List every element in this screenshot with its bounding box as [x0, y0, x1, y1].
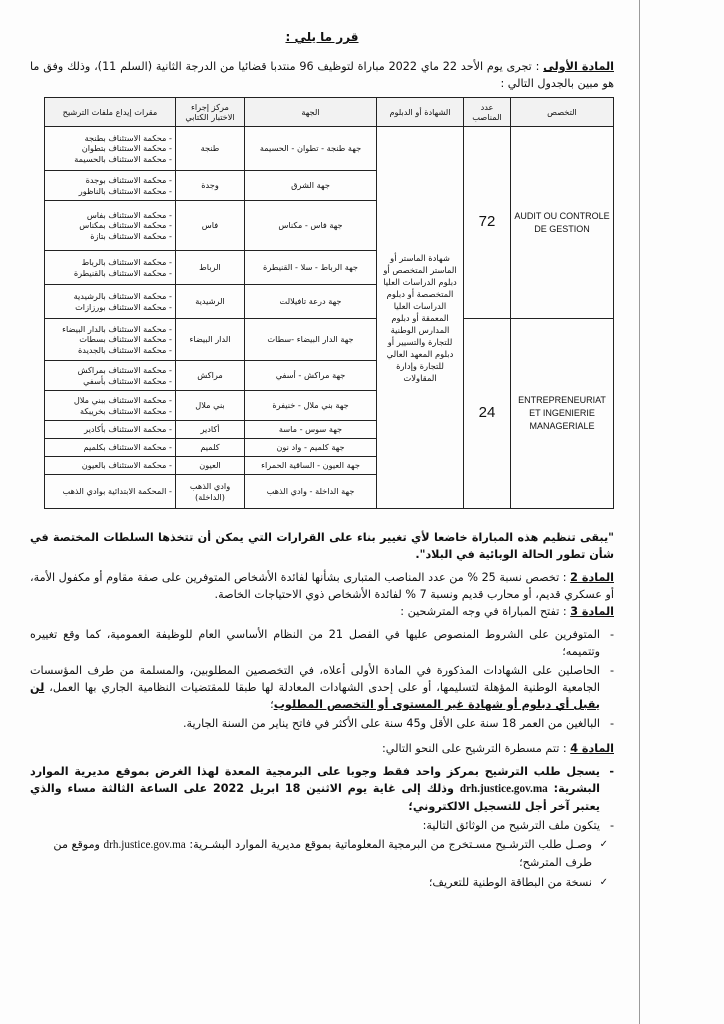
article-1-text: : تجرى يوم الأحد 22 ماي 2022 مباراة لتوظيف 96 منتدبا قضائيا من الدرجة الثانية (السلم 11)، وذلك وفق ما هو مبين بالجدول التالي : [30, 60, 614, 90]
exam-center-cell: وادي الذهب (الداخلة) [176, 475, 245, 509]
court-item: - محكمة الاستئناف بأسفي [83, 375, 172, 386]
court-item: - محكمة الاستئناف بسطات [79, 334, 172, 345]
region-cell: جهة الداخلة - وادي الذهب [245, 475, 377, 509]
article-2-text: : تخصص نسبة 25 % من عدد المناصب المتبارى بشأنها لفائدة الأشخاص المتوفرين على صفة مقاوم أو مكفول الأمة، أو عسكري قديم، أو محارب قديم ونسبة 7 % لفائدة الأشخاص ذوي الاحتياجات الخاصة. [30, 571, 614, 601]
exam-center-cell: فاس [176, 201, 245, 251]
court-item: - محكمة الاستئناف بمراكش [77, 365, 172, 375]
exam-center-cell: مراكش [176, 361, 245, 391]
article-4-text: : تتم مسطرة الترشيح على النحو التالي: [381, 742, 571, 755]
court-item: - محكمة الاستئناف بتطوان [81, 143, 172, 154]
court-item: - محكمة الاستئناف بورزازات [75, 301, 172, 312]
article-2 [30, 569, 614, 603]
exam-center-cell: الرباط [176, 251, 245, 285]
court-item: - محكمة الاستئناف بالجديدة [78, 344, 172, 355]
courts-cell [45, 127, 176, 171]
article-3-text: : تفتح المباراة في وجه المترشحين : [400, 605, 571, 618]
header-courts: مقرات إيداع ملفات الترشيح [45, 98, 176, 127]
exam-center-cell: الدار البيضاء [176, 319, 245, 361]
diploma-warning: لن يقبل أي دبلوم أو شهادة غير المستوى أو التخصص المطلوب [30, 681, 600, 711]
court-item: - محكمة الاستئناف بالقنيطرة [73, 267, 172, 278]
court-item: - محكمة الاستئناف بطنجة [84, 132, 172, 143]
court-item: - محكمة الاستئناف بفاس [86, 209, 172, 220]
specialty-cell: ENTREPRENEURIAT ET INGENIERIE MANAGERIALE [511, 319, 614, 509]
procedure-file: - يتكون ملف الترشيح من الوثائق التالية: [30, 817, 600, 834]
file-documents [30, 836, 614, 891]
header-center: مركز إجراء الاختبار الكتابي [176, 98, 245, 127]
article-4-procedure [30, 763, 614, 834]
court-item: - محكمة الاستئناف بالرشيدية [73, 291, 172, 301]
court-item: - محكمة الاستئناف بالرباط [81, 257, 172, 267]
exam-center-cell: بني ملال [176, 391, 245, 421]
court-item: - محكمة الاستئناف بكلميم [83, 442, 172, 453]
region-cell: جهة طنجة - تطوان - الحسيمة [245, 127, 377, 171]
article-4 [30, 740, 614, 757]
header-degree: الشهادة أو الدبلوم [377, 98, 464, 127]
document-receipt: ✓ وصـل طلب الترشـيح مسـتخرج من البرمجية المعلوماتية بموقع مديرية الموارد البشـرية: drh.justice.gov.ma وموقع من طرف المترشح؛ [30, 836, 592, 871]
courts-cell [45, 361, 176, 391]
region-cell: جهة بني ملال - خنيفرة [245, 391, 377, 421]
specialty-cell: AUDIT OU CONTROLE DE GESTION [511, 127, 614, 319]
courts-cell [45, 457, 176, 475]
court-item: - محكمة الاستئناف بالعيون [81, 460, 172, 471]
courts-cell [45, 475, 176, 509]
table-header-row [45, 98, 614, 127]
posts-table [44, 97, 614, 509]
courts-cell [45, 439, 176, 457]
courts-cell [45, 285, 176, 319]
header-count: عدد المناصب [464, 98, 511, 127]
document-page [30, 26, 614, 894]
region-cell: جهة سوس - ماسة [245, 421, 377, 439]
region-cell: جهة درعة تافيلالت [245, 285, 377, 319]
region-cell: جهة كلميم - واد نون [245, 439, 377, 457]
condition-diploma: - الحاصلين على الشهادات المذكورة في المادة الأولى أعلاه، في التخصصين المطلوبين، والمسلمة من طرف المؤسسات الجامعية الوطنية المؤهلة لتسليمها، أو على إحدى الشهادات المعادلة لها طبقا للمقتضيات النظامية الجاري بها العمل، لن يقبل أي دبلوم أو شهادة غير المستوى أو التخصص المطلوب؛ [30, 662, 600, 713]
exam-center-cell: أكادير [176, 421, 245, 439]
courts-cell [45, 251, 176, 285]
region-cell: جهة فاس - مكناس [245, 201, 377, 251]
courts-cell [45, 201, 176, 251]
court-item: - المحكمة الابتدائية بوادي الذهب [62, 486, 172, 497]
court-item: - محكمة الاستئناف بالحسيمة [74, 153, 172, 164]
article-1 [30, 58, 614, 92]
courts-cell [45, 421, 176, 439]
degree-cell: شهادة الماستر أو الماستر المتخصص أو دبلوم الدراسات العليا المتخصصة أو دبلوم الدراسات العليا المعمقة أو دبلوم المدارس الوطنية للتجارة والتسيير أو دبلوم المعهد العالي للتجارة وإدارة المقاولات [377, 127, 464, 509]
condition-general-statute: - المتوفرين على الشروط المنصوص عليها في الفصل 21 من النظام الأساسي العام للوظيفة العمومية، كما وقع تغييره وتتميمه؛ [30, 626, 600, 660]
court-item: - محكمة الاستئناف ببني ملال [73, 395, 172, 405]
court-item: - محكمة الاستئناف بتازة [90, 230, 172, 241]
article-1-label: المادة الأولى [543, 60, 614, 73]
page-margin-line [639, 0, 640, 1024]
article-4-label: المادة 4 [570, 742, 614, 755]
court-item: - محكمة الاستئناف بأكادير [84, 424, 172, 435]
region-cell: جهة الرباط - سلا - القنيطرة [245, 251, 377, 285]
exam-center-cell: العيون [176, 457, 245, 475]
region-cell: جهة مراكش - أسفي [245, 361, 377, 391]
court-item: - محكمة الاستئناف بخريبكة [79, 405, 172, 416]
court-item: - محكمة الاستئناف بوجدة [85, 175, 172, 185]
exam-center-cell: وجدة [176, 171, 245, 201]
post-count-cell: 72 [464, 127, 511, 319]
region-cell: جهة الدار البيضاء -سطات [245, 319, 377, 361]
article-3 [30, 603, 614, 620]
exam-center-cell: كلميم [176, 439, 245, 457]
covid-notice: "يبقى تنظيم هذه المباراة خاضعا لأي تغيير بناء على القرارات التي يمكن أن تتخذها السلطات المختصة في شأن تطور الحالة الوبائية في البلاد". [30, 531, 614, 561]
exam-center-cell: طنجة [176, 127, 245, 171]
condition-age: - البالغين من العمر 18 سنة على الأقل و45 سنة على الأكثر في فاتح يناير من السنة الجارية. [30, 715, 600, 732]
region-cell: جهة الشرق [245, 171, 377, 201]
exam-center-cell: الرشيدية [176, 285, 245, 319]
courts-cell [45, 171, 176, 201]
courts-cell [45, 319, 176, 361]
court-item: - محكمة الاستئناف بالناظور [78, 185, 172, 196]
post-count-cell: 24 [464, 319, 511, 509]
header-region: الجهة [245, 98, 377, 127]
court-item: - محكمة الاستئناف بالدار البيضاء [62, 323, 172, 334]
registration-link[interactable]: drh.justice.gov.ma [459, 783, 548, 795]
receipt-link[interactable]: drh.justice.gov.ma [103, 839, 186, 851]
procedure-registration: - يسجل طلب الترشيح بمركز واحد فقط وجوبا على البرمجية المعدة لهذا الغرض بموقع مديرية الموارد البشرية: drh.justice.gov.ma وذلك إلى غاية يوم الاثنين 18 ابريل 2022 على الساعة الثالثة مساء والذي يعتبر آخر أجل للتسجيل الالكتروني؛ [30, 763, 600, 815]
court-item: - محكمة الاستئناف بمكناس [79, 220, 172, 231]
region-cell: جهة العيون - الساقية الحمراء [245, 457, 377, 475]
table-row [45, 319, 614, 361]
decision-heading: قرر ما يلي : [285, 30, 359, 44]
article-2-label: المادة 2 [570, 571, 614, 584]
table-row [45, 127, 614, 171]
document-id-card: ✓ نسخة من البطاقة الوطنية للتعريف؛ [30, 874, 592, 891]
article-3-conditions [30, 626, 614, 732]
courts-cell [45, 391, 176, 421]
article-3-label: المادة 3 [570, 605, 614, 618]
header-specialty: التخصص [511, 98, 614, 127]
